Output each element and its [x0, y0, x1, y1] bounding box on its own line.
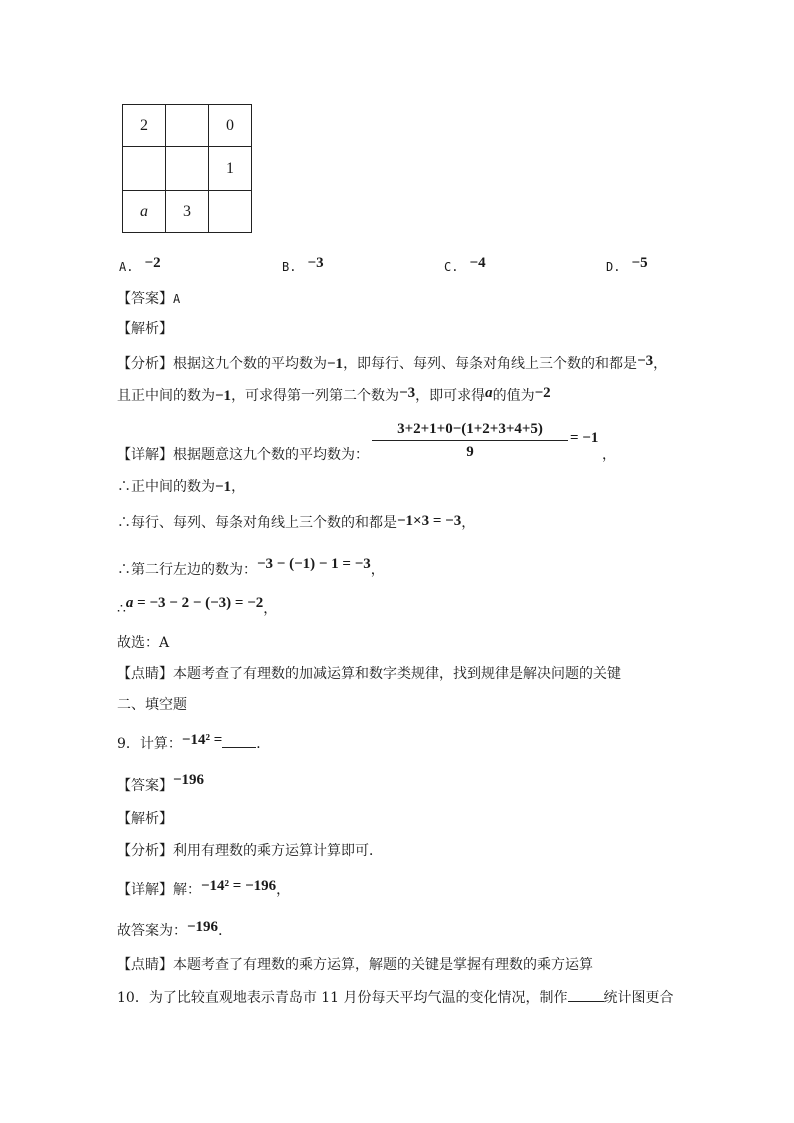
step-text: ， [461, 515, 476, 531]
math-expression: −1×3 = −3 [397, 513, 462, 529]
math-value: −3 [637, 353, 654, 369]
q8-fenxi-line1 [117, 354, 667, 374]
fenxi-text: ，可求得第一列第二个数为 [231, 388, 400, 404]
q8-step4 [117, 595, 278, 619]
q8-step2 [117, 513, 475, 533]
option-a[interactable] [119, 256, 161, 276]
option-letter: A. [119, 260, 134, 274]
q9-stem [117, 733, 270, 754]
q8-answer [117, 289, 180, 309]
step-text: ∴正中间的数为 [117, 479, 215, 495]
fenxi-text: 根据这九个数的平均数为 [173, 356, 327, 372]
q9-final [117, 921, 232, 941]
answer-blank[interactable] [568, 987, 604, 1002]
q8-step3 [117, 556, 385, 580]
math-value: −196 [187, 919, 219, 935]
option-letter: D. [606, 260, 621, 274]
math-variable: a [125, 595, 134, 611]
comment-text: 本题考查了有理数的乘方运算，解题的关键是掌握有理数的乘方运算 [173, 957, 593, 973]
step-text: ， [263, 601, 278, 617]
option-b[interactable] [282, 256, 324, 276]
fraction-tail: ， [602, 447, 616, 463]
stem-text: 统计图更合 [603, 990, 674, 1006]
math-expression: −14² = −196 [201, 878, 277, 894]
grid-row [123, 147, 252, 191]
grid-cell [209, 191, 252, 233]
q8-detail-line [117, 445, 369, 465]
q8-step1 [117, 477, 245, 497]
q8-analysis-label: 【解析】 [117, 321, 173, 337]
answer-value: −196 [173, 772, 205, 788]
fenxi-text: ，即每行、每列、每条对角线上三个数的和都是 [343, 356, 638, 372]
option-value: −4 [469, 255, 486, 271]
fraction-bar [372, 440, 568, 441]
math-expression: −14² = [181, 732, 223, 748]
fenxi-text: 的值为 [492, 388, 535, 404]
fenxi-label: 【分析】 [117, 356, 173, 372]
fenxi-text: 利用有理数的乘方运算计算即可． [173, 843, 383, 859]
option-c[interactable] [444, 256, 486, 276]
step-text: ∴每行、每列、每条对角线上三个数的和都是 [117, 515, 397, 531]
option-value: −2 [144, 255, 161, 271]
step-text: ∴ [117, 601, 126, 617]
detail-text: 解： [173, 882, 201, 898]
fenxi-text: 且正中间的数为 [117, 388, 215, 404]
option-letter: B. [282, 260, 297, 274]
answer-label: 【答案】 [117, 778, 173, 794]
grid-row [123, 191, 252, 233]
comment-label: 【点睛】 [117, 666, 173, 682]
math-value: −1 [327, 356, 344, 372]
step-text: ， [231, 479, 246, 495]
detail-text: 根据题意这九个数的平均数为： [173, 447, 369, 463]
math-value: −2 [534, 385, 551, 401]
grid-cell [166, 105, 209, 147]
detail-label: 【详解】 [117, 882, 173, 898]
grid-cell [166, 147, 209, 191]
math-variable: a [485, 385, 493, 401]
q8-choose: 故选：A [117, 635, 170, 651]
option-value: −5 [631, 255, 648, 271]
q9-fenxi [117, 841, 383, 861]
math-value: −1 [215, 388, 232, 404]
grid-row [123, 105, 252, 147]
stem-text: 10．为了比较直观地表示青岛市 11 月份每天平均气温的变化情况，制作 [117, 990, 568, 1006]
option-letter: C. [444, 260, 459, 274]
math-expression: = −3 − 2 − (−3) = −2 [133, 595, 264, 611]
math-value: −1 [215, 479, 232, 495]
fraction-denominator: 9 [466, 444, 474, 460]
fenxi-text: ， [653, 356, 668, 372]
answer-label: 【答案】 [117, 291, 173, 307]
detail-text: ， [276, 882, 291, 898]
q9-answer [117, 772, 205, 796]
grid-cell [123, 147, 166, 191]
q8-fenxi-line2 [117, 386, 551, 406]
math-value: −3 [399, 385, 416, 401]
grid-cell: 1 [209, 147, 252, 191]
q8-comment [117, 664, 621, 684]
stem-text: ． [256, 736, 271, 752]
q10-stem [117, 987, 674, 1008]
final-text: 故答案为： [117, 923, 187, 939]
grid-cell: 0 [209, 105, 252, 147]
step-text: ∴第二行左边的数为： [117, 562, 257, 578]
fraction-result: = −1 [570, 430, 599, 446]
number-grid [122, 104, 252, 233]
detail-label: 【详解】 [117, 447, 173, 463]
stem-text: 9．计算： [117, 736, 182, 752]
fraction-numerator: 3+2+1+0−(1+2+3+4+5) [397, 421, 543, 437]
average-fraction [372, 420, 568, 461]
q9-detail [117, 880, 290, 900]
answer-blank[interactable] [222, 733, 256, 748]
option-d[interactable] [606, 256, 648, 276]
math-expression: −3 − (−1) − 1 = −3 [257, 556, 371, 572]
comment-text: 本题考查了有理数的加减运算和数字类规律，找到规律是解决问题的关键 [173, 666, 621, 682]
grid-cell: 3 [166, 191, 209, 233]
q9-analysis-label: 【解析】 [117, 811, 173, 827]
fenxi-text: ，即可求得 [415, 388, 486, 404]
q9-comment [117, 955, 593, 975]
step-text: ， [370, 562, 385, 578]
grid-cell: a [123, 191, 166, 233]
section-title: 二、填空题 [117, 697, 187, 713]
answer-value: A [173, 292, 181, 306]
final-text: ． [218, 923, 233, 939]
grid-cell: 2 [123, 105, 166, 147]
option-value: −3 [307, 255, 324, 271]
fenxi-label: 【分析】 [117, 843, 173, 859]
comment-label: 【点睛】 [117, 957, 173, 973]
